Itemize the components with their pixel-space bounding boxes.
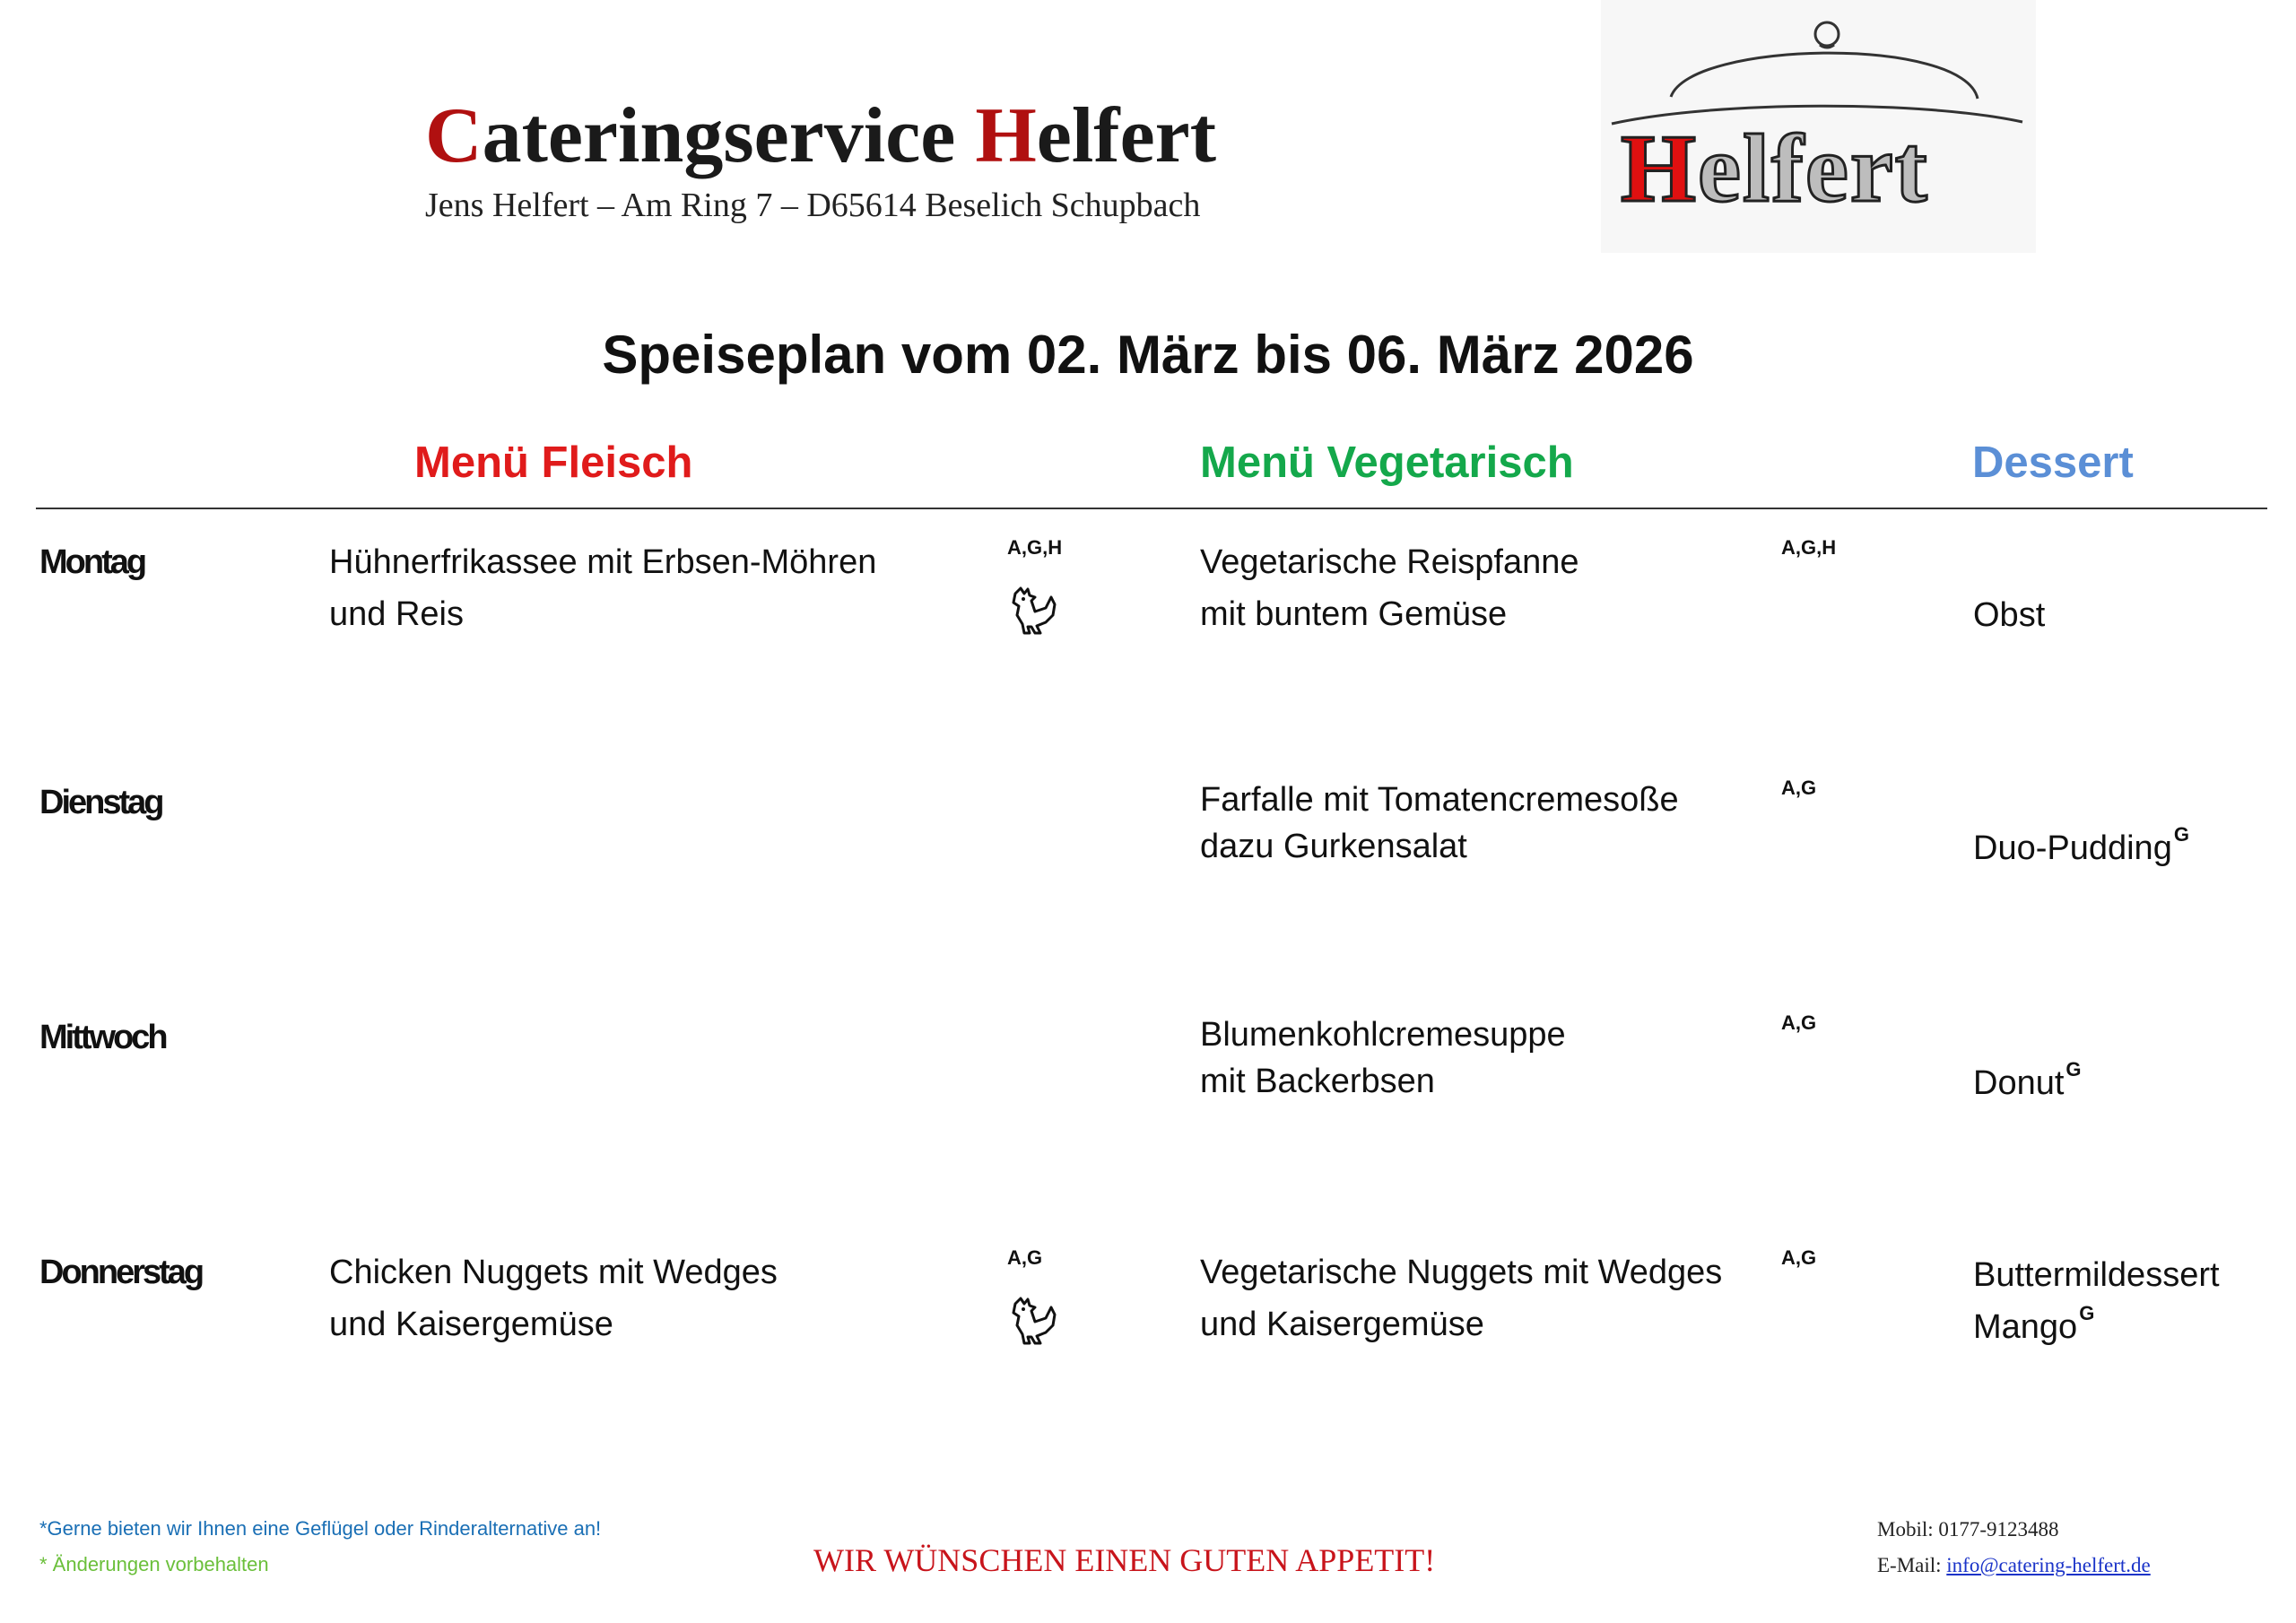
email-link[interactable]: info@catering-helfert.de <box>1946 1554 2151 1576</box>
dessert-donnerstag <box>1973 1249 2220 1353</box>
company-name-part-2: elfert <box>1036 92 1216 179</box>
dessert-line: Obst <box>1973 596 2046 634</box>
veg-allergens-donnerstag: A,G <box>1781 1246 1817 1269</box>
allergen-mark: G <box>2066 1058 2082 1081</box>
dessert-mittwoch <box>1973 1060 2082 1107</box>
column-heading-dessert: Dessert <box>1972 438 2134 487</box>
header-divider <box>36 508 2267 509</box>
dish-line: Hühnerfrikassee mit Erbsen-Möhren <box>329 543 877 581</box>
fleisch-allergens-montag: A,G,H <box>1007 536 1063 559</box>
page-title: Speiseplan vom 02. März bis 06. März 2026 <box>602 325 1694 385</box>
dish-line: Vegetarische Nuggets mit Wedges <box>1200 1254 1723 1291</box>
veg-dish-donnerstag <box>1200 1246 1722 1350</box>
cloche-icon <box>1601 0 2036 253</box>
veg-allergens-mittwoch: A,G <box>1781 1011 1817 1034</box>
veg-dish-montag <box>1200 536 1579 640</box>
allergen-mark: G <box>2173 823 2189 846</box>
dish-line: und Kaisergemüse <box>329 1306 613 1343</box>
dish-line: Chicken Nuggets mit Wedges <box>329 1254 778 1291</box>
dish-line: und Kaisergemüse <box>1200 1306 1484 1343</box>
dish-line: Blumenkohlcremesuppe <box>1200 1016 1566 1054</box>
company-initial-h: H <box>975 92 1037 179</box>
dessert-dienstag <box>1973 825 2189 872</box>
logo-rest: elfert <box>1698 116 1929 222</box>
contact-email <box>1877 1555 2151 1575</box>
dish-line: Vegetarische Reispfanne <box>1200 543 1579 581</box>
day-label-mittwoch: Mittwoch <box>39 1019 166 1056</box>
day-label-dienstag: Dienstag <box>39 784 162 821</box>
column-heading-vegetarisch: Menü Vegetarisch <box>1200 438 1574 487</box>
dessert-line: Buttermildessert <box>1973 1256 2220 1294</box>
footer-note-alternative: *Gerne bieten wir Ihnen eine Geflügel oder Rinderalternative an! <box>39 1517 602 1540</box>
helfert-logo <box>1601 0 2036 253</box>
company-name <box>425 92 1216 179</box>
dessert-montag <box>1973 592 2045 638</box>
veg-dish-dienstag <box>1200 777 1679 870</box>
veg-dish-mittwoch <box>1200 1011 1566 1105</box>
logo-initial: H <box>1621 116 1699 222</box>
company-name-part-1: ateringservice <box>482 92 976 179</box>
dish-line: Farfalle mit Tomatencremesoße <box>1200 781 1679 819</box>
rooster-icon <box>1008 1295 1058 1347</box>
footer-appetit: WIR WÜNSCHEN EINEN GUTEN APPETIT! <box>813 1542 1436 1578</box>
company-initial-c: C <box>425 92 483 179</box>
day-label-montag: Montag <box>39 543 145 581</box>
footer-note-changes: * Änderungen vorbehalten <box>39 1553 269 1575</box>
fleisch-dish-donnerstag <box>329 1246 778 1350</box>
company-address: Jens Helfert – Am Ring 7 – D65614 Beselich Schupbach <box>425 187 1201 224</box>
veg-allergens-montag: A,G,H <box>1781 536 1837 559</box>
contact-mobile: Mobil: 0177-9123488 <box>1877 1518 2059 1541</box>
dish-line: mit buntem Gemüse <box>1200 595 1508 633</box>
dessert-name: Donut <box>1973 1064 2065 1102</box>
veg-allergens-dienstag: A,G <box>1781 777 1817 799</box>
allergen-mark: G <box>2079 1302 2095 1324</box>
dish-line: dazu Gurkensalat <box>1200 828 1467 865</box>
dish-line: mit Backerbsen <box>1200 1063 1435 1100</box>
dessert-name: Duo-Pudding <box>1973 829 2172 867</box>
rooster-icon <box>1008 585 1058 637</box>
dish-line: und Reis <box>329 595 464 633</box>
day-label-donnerstag: Donnerstag <box>39 1254 203 1291</box>
email-label: E-Mail: <box>1877 1554 1947 1576</box>
fleisch-allergens-donnerstag: A,G <box>1007 1246 1043 1269</box>
svg-text:Helfert <box>1621 116 1929 222</box>
column-heading-fleisch: Menü Fleisch <box>414 438 693 487</box>
fleisch-dish-montag <box>329 536 876 640</box>
dessert-name: Mango <box>1973 1308 2078 1346</box>
